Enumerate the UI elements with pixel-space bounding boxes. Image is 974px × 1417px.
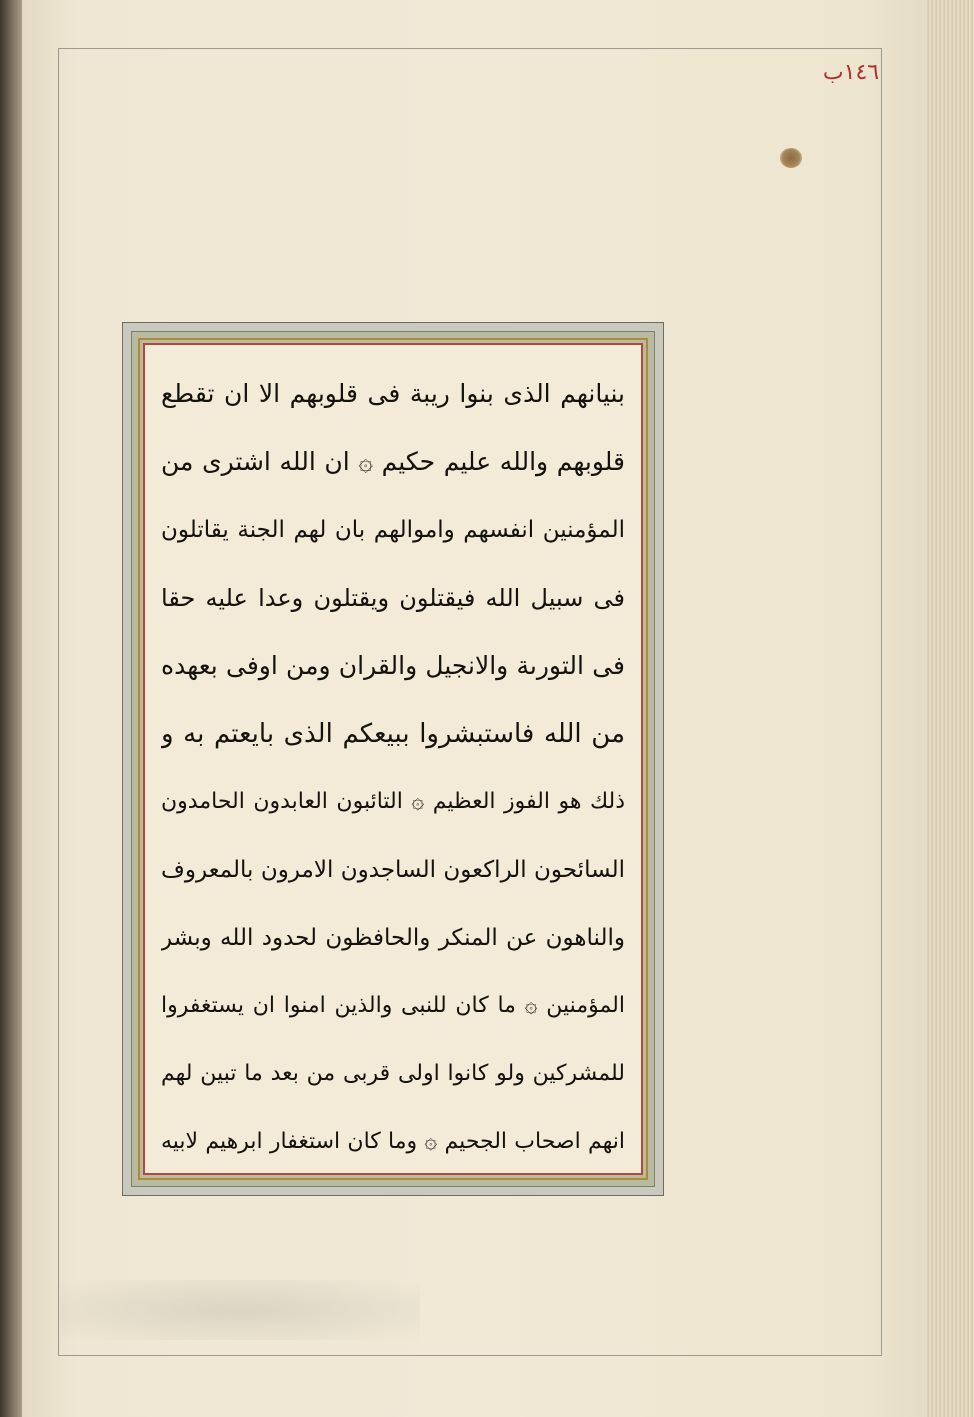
panel-border-gold: [138, 338, 648, 1180]
text-line: المؤمنين ۞ ما كان للنبى والذين امنوا ان يستغفروا: [161, 993, 625, 1018]
text-line: والناهون عن المنكر والحافظون لحدود الله وبشر: [161, 925, 625, 951]
panel-border-red: [143, 343, 643, 1175]
text-line: السائحون الراكعون الساجدون الامرون بالمعروف: [161, 857, 625, 883]
book-page-edges: [925, 0, 974, 1417]
text-line: للمشركين ولو كانوا اولى قربى من بعد ما تبين لهم: [161, 1061, 625, 1086]
ink-stain: [780, 148, 802, 168]
text-line: ذلك هو الفوز العظيم ۞ التائبون العابدون الحامدون: [161, 789, 625, 814]
panel-border-green: [131, 331, 655, 1187]
text-line: من الله فاستبشروا ببيعكم الذى بايعتم به و: [161, 719, 625, 749]
folio-number: ١٤٦ب: [822, 60, 880, 85]
paper-smudge: [60, 1280, 420, 1340]
calligraphy-text: [161, 359, 625, 1159]
text-line: فى سبيل الله فيقتلون ويقتلون وعدا عليه حقا: [161, 584, 625, 612]
text-line: قلوبهم والله عليم حكيم ۞ ان الله اشترى من: [161, 447, 625, 476]
text-line: بنيانهم الذى بنوا ريبة فى قلوبهم الا ان تقطع: [161, 379, 625, 408]
text-panel: [122, 322, 664, 1196]
text-line: فى التورىة والانجيل والقران ومن اوفى بعهده: [161, 651, 625, 680]
text-line: انهم اصحاب الجحيم ۞ وما كان استغفار ابرهيم لابيه: [161, 1129, 625, 1154]
text-line: المؤمنين انفسهم واموالهم بان لهم الجنة يقاتلون: [161, 517, 625, 543]
